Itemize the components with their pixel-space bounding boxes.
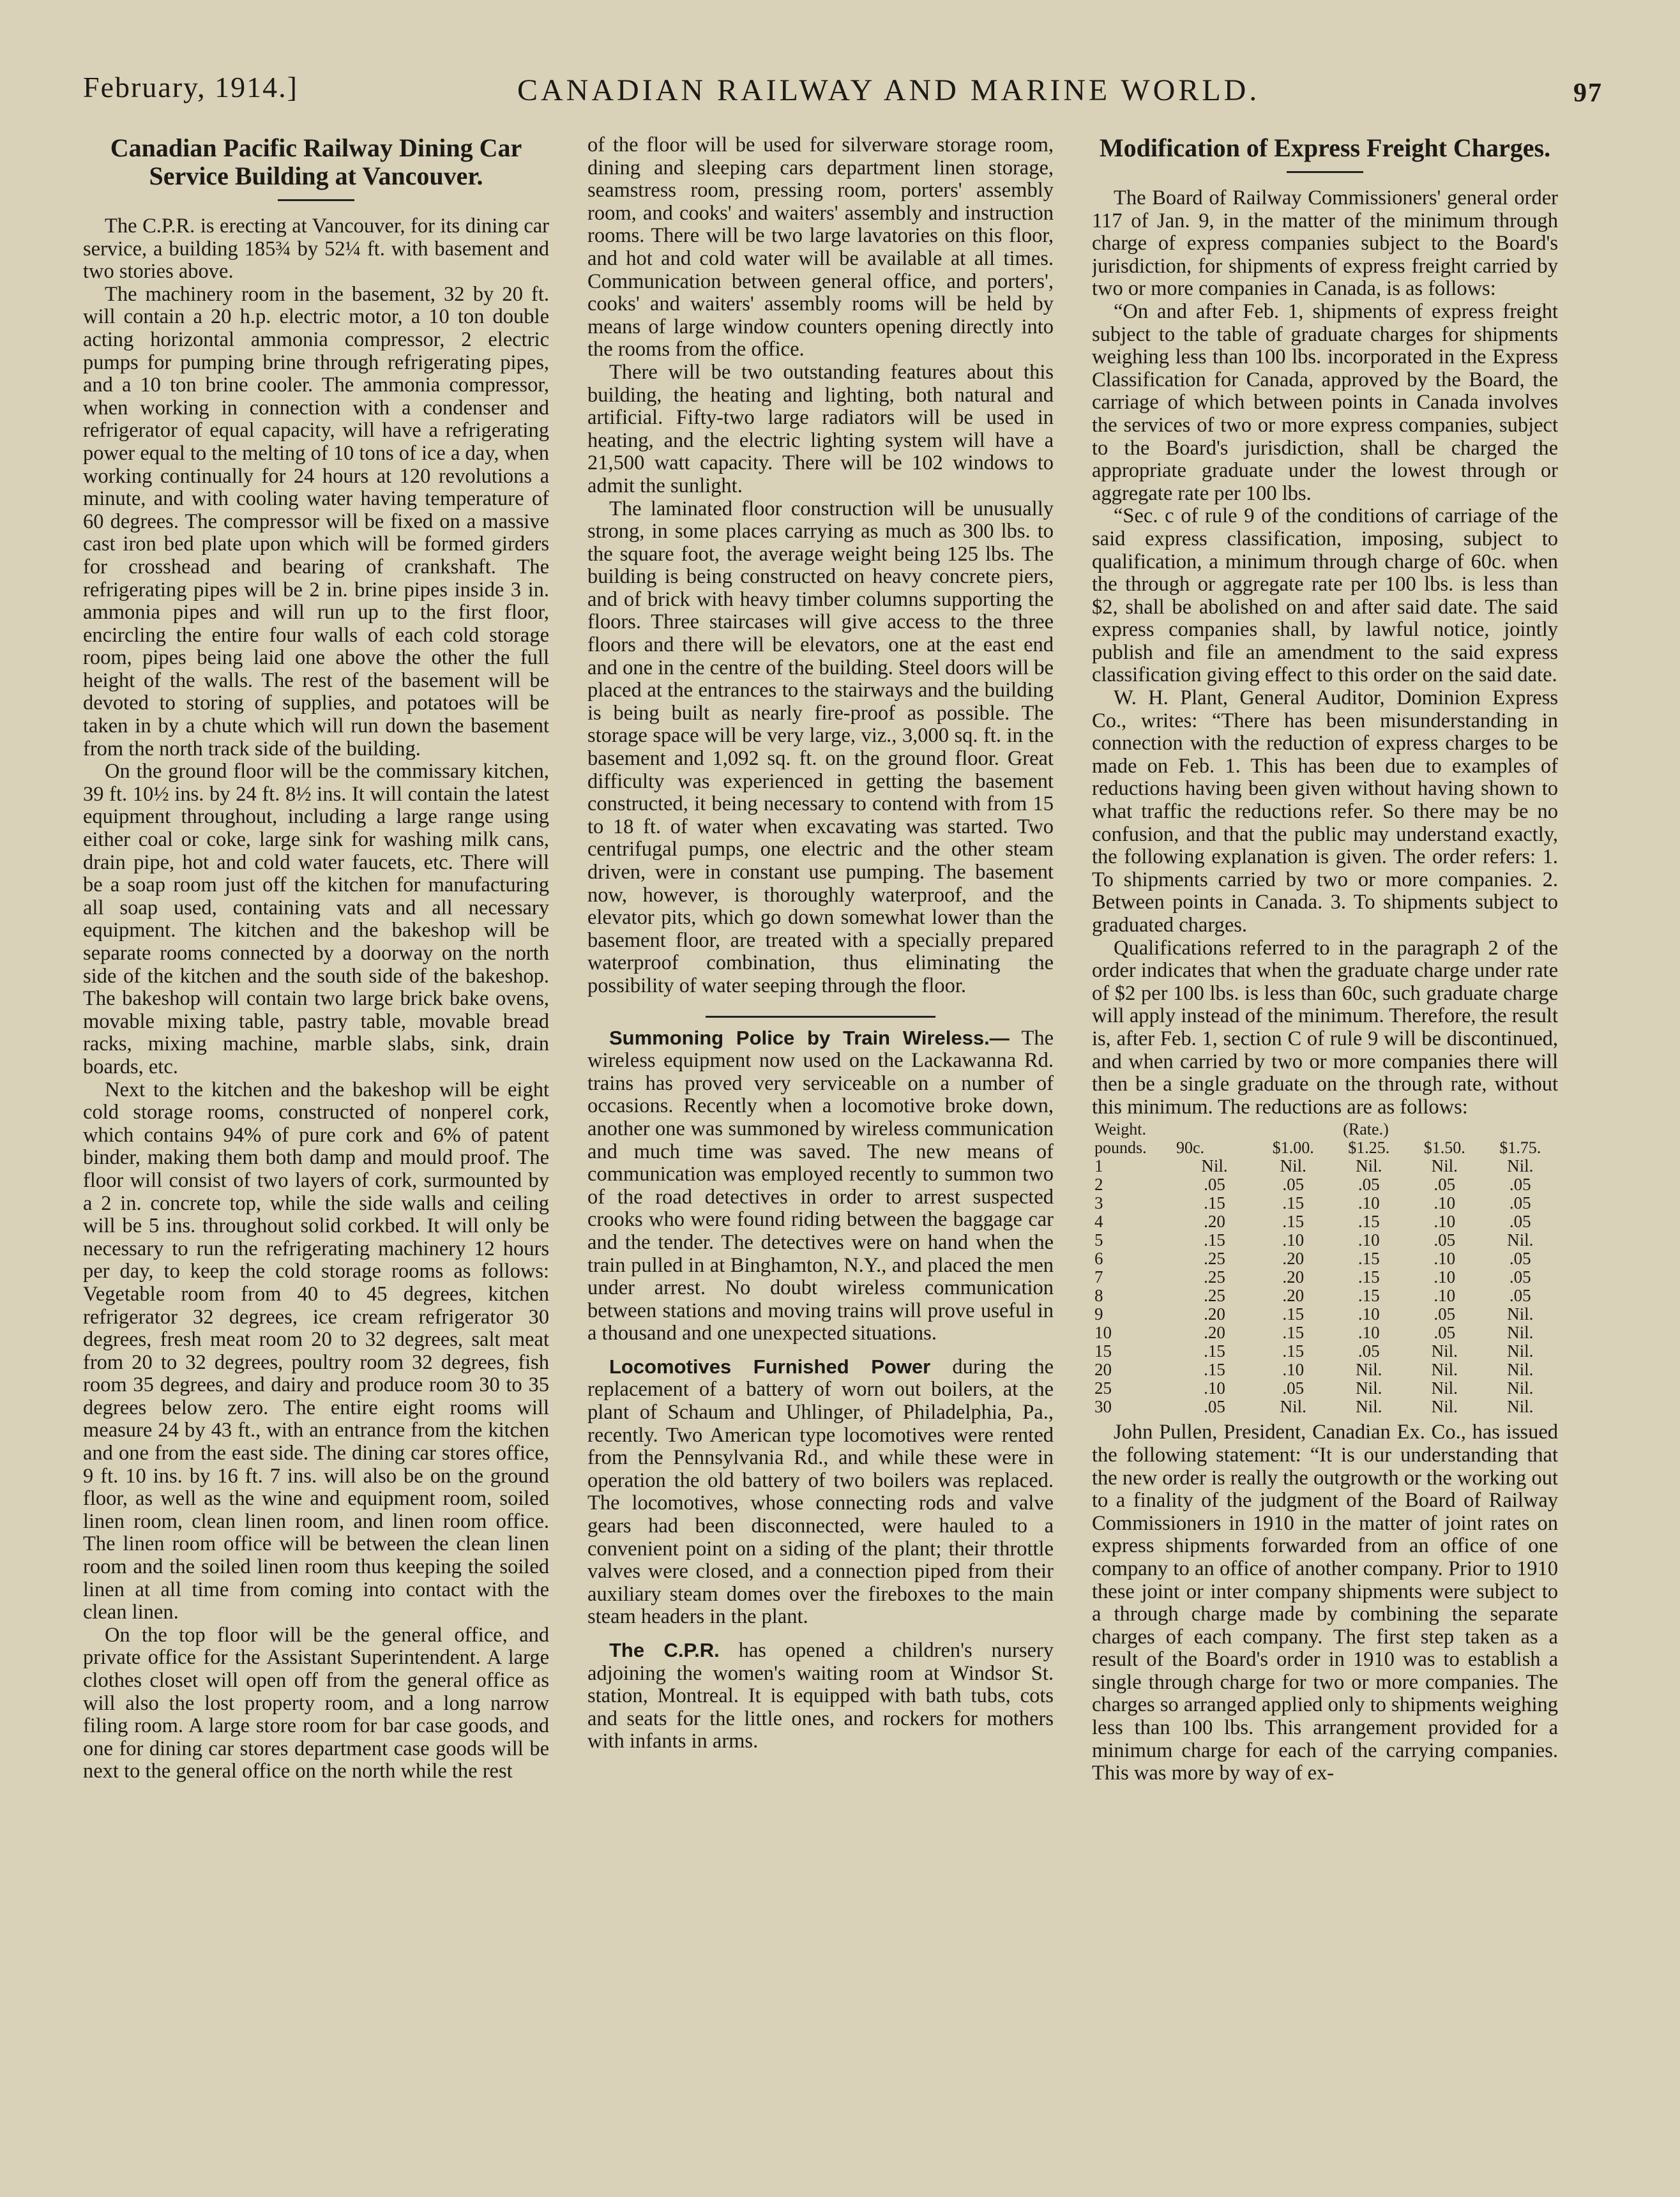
rate-cell: Nil. [1507,1397,1534,1417]
rate-cell: Nil. [1507,1341,1534,1361]
rate-cell: .15 [1358,1267,1380,1287]
weight-cell: 30 [1094,1397,1112,1417]
rate-cell: .10 [1434,1212,1456,1232]
rate-cell: .10 [1282,1230,1305,1250]
rate-cell: .15 [1204,1341,1225,1361]
rate-cell: Nil. [1431,1397,1458,1417]
rate-column-header: $1.75. [1499,1138,1541,1158]
paragraph: Next to the kitchen and the bakeshop will be eight cold storage rooms, constructed of nonperel cork, which contains 94% of pure cork and 6% of patent binder, making them both damp and mould proof. The floor will consist of two layers of cork, surmounted by a 2 in. concrete top, while the side walls and ceiling will be 5 ins. throughout solid corkbed. It will only be necessary to run the refrigerating machinery 12 hours per day, to keep the cold storage rooms as follows: Vegetable room from 40 to 45 degrees, kitchen refrigerator 32 degrees, ice cream refrigerator 30 degrees, fresh meat room 20 to 32 degrees, salt meat from 20 to 32 degrees, poultry room 32 degrees, fish room 35 degrees, and dairy and produce room 30 to 35 degrees below zero. The entire eight rooms will measure 24 by 43 ft., with an entrance from the kitchen and one from the east side. The dining car stores office, 9 ft. 10 ins. by 16 ft. 7 ins. will also be on the ground floor, as well as the wine and equipment room, soiled linen room, clean linen room, and linen room office. The linen room office will be between the clean linen room and the soiled linen room thus keeping the soiled linen at all time from coming into contact with the clean linen. [83,1078,549,1624]
issue-date: February, 1914.] [83,71,298,103]
paragraph: The machinery room in the basement, 32 by 20 ft. will contain a 20 h.p. electric motor, a 10 ton double acting horizontal ammonia compressor, 2 electric pumps for pumping brine through refrigerating pipes, and a 10 ton brine cooler. The ammonia compressor, when working in connection with a condenser and refrigerator of equal capacity, will have a refrigerating power equal to the melting of 10 tons of ice a day, when working continually for 24 hours at 120 revolutions a minute, and with cooling water having temperature of 60 degrees. The compressor will be fixed on a massive cast iron bed plate upon which will be formed girders for crosshead and bearing of crankshaft. The refrigerating pipes will be 2 in. brine pipes inside 3 in. ammonia pipes and will run up to the first floor, encircling the entire four walls of each cold storage room, pipes being laid one above the other the full height of the walls. The rest of the basement will be devoted to storing of supplies, and potatoes will be taken in by a chute which will run down the basement from the north track side of the building. [83,282,549,760]
rate-cell: .10 [1434,1267,1456,1287]
rate-cell: .15 [1282,1323,1305,1343]
spacer [587,1629,1054,1639]
rate-cell: .20 [1282,1249,1305,1269]
rate-cell: Nil. [1507,1378,1534,1398]
rate-cell: .15 [1358,1249,1380,1269]
table-row [1092,1287,1558,1305]
rate-cell: .20 [1282,1267,1305,1287]
rate-cell: Nil. [1356,1397,1382,1417]
rate-column-header: $1.25. [1348,1138,1390,1158]
rate-cell: .15 [1204,1360,1225,1380]
rate-cell: .05 [1509,1212,1531,1232]
rate-table [1092,1120,1558,1416]
rate-cell: Nil. [1507,1360,1534,1380]
rate-cell: Nil. [1431,1360,1458,1380]
rate-cell: .15 [1204,1230,1225,1250]
rate-cell: .20 [1204,1323,1225,1343]
paragraph: The Board of Railway Commissioners' general order 117 of Jan. 9, in the matter of the minimum through charge of express companies subject to the Board's jurisdiction, for shipments of express freight carried by two or more companies in Canada, is as follows: [1092,186,1558,301]
brief-text: The wireless equipment now used on the Lackawanna Rd. trains has proved very serviceable on a number of occasions. Recently when a locomotive broke down, another one was summoned by wireless communication and much time was saved. The new means of communication was employed recently to summon two of the road detectives in order to arrest suspected crooks who were found riding between the baggage car and the tender. The detectives were on hand when the train pulled in at Binghamton, N.Y., and placed the men under arrest. No doubt wireless communication between stations and moving trains will prove useful in a thousand and one unexpected situations. [587,1026,1054,1345]
column-3 [1092,134,1558,2152]
paragraph: There will be two outstanding features about this building, the heating and lighting, both natural and artificial. Fifty-two large radiators will be used in heating, and the electric lighting system will have a 21,500 watt capacity. There will be 102 windows to admit the sunlight. [587,360,1054,497]
rate-cell: .05 [1358,1175,1380,1195]
brief-heading: The C.P.R. [609,1639,720,1661]
newspaper-page [70,57,1616,2164]
table-row [1092,1305,1558,1324]
rate-cell: .10 [1358,1304,1380,1324]
rate-cell: .10 [1358,1230,1380,1250]
rate-cell: .05 [1282,1175,1305,1195]
rate-cell: Nil. [1507,1156,1534,1176]
rate-cell: .05 [1282,1378,1305,1398]
weight-cell: 10 [1094,1323,1112,1343]
brief-text: has opened a children's nursery adjoining the women's waiting room at Windsor St. station, Montreal. It is equipped with bath tubs, cots and seats for the little ones, and rockers for mothers with infants in arms. [587,1639,1054,1753]
section-rule [706,1016,935,1018]
column-1 [83,134,549,2152]
rate-cell: Nil. [1201,1156,1228,1176]
table-row [1092,1268,1558,1287]
brief-item [587,1027,1054,1345]
table-row [1092,1231,1558,1249]
paragraph: W. H. Plant, General Auditor, Dominion Express Co., writes: “There has been misunderstanding in connection with the reduction of express charges to be made on Feb. 1. This has been due to examples of reductions having been given without having shown to what traffic the reductions refer. So there may be no confusion, and that the public may understand exactly, the following explanation is given. The order refers: 1. To shipments carried by two or more companies. 2. Between points in Canada. 3. To shipments subject to graduated charges. [1092,686,1558,937]
rate-cell: .10 [1434,1249,1456,1269]
weight-cell: 4 [1094,1212,1103,1232]
rate-table-body [1092,1157,1558,1416]
paragraph: “Sec. c of rule 9 of the conditions of carriage of the said express classification, imposing, subject to qualification, a minimum through charge of 60c. when the through or aggregate rate per 100 lbs. is less than $2, shall be abolished on and after said date. The said express companies shall, by lawful notice, jointly publish and file an amendment to the said express classification giving effect to this order on the said date. [1092,504,1558,687]
table-row [1092,1379,1558,1398]
rate-cell: Nil. [1431,1341,1458,1361]
table-row [1092,1324,1558,1342]
rate-column-header: $1.50. [1423,1138,1465,1158]
weight-cell: 8 [1094,1286,1103,1306]
rate-cell: .15 [1282,1304,1305,1324]
rate-column-header: $1.00. [1272,1138,1314,1158]
weight-cell: 2 [1094,1175,1103,1195]
rate-cell: .10 [1434,1286,1456,1306]
rate-cell: .05 [1358,1341,1380,1361]
rate-cell: .20 [1204,1304,1225,1324]
rate-cell: .15 [1282,1341,1305,1361]
brief-item [587,1639,1054,1753]
paragraph: The laminated floor construction will be unusually strong, in some places carrying as much as 300 lbs. to the square foot, the average weight being 125 lbs. The building is being constructed on heavy concrete piers, and of brick with heavy timber columns supporting the floors. Three staircases will give access to the three floors and there will be elevators, one at the east end and one in the centre of the building. Steel doors will be placed at the entrances to the stairways and the building is being built as nearly fire-proof as possible. The storage space will be very large, viz., 3,000 sq. ft. in the basement and 1,092 sq. ft. on the ground floor. Great difficulty was experienced in getting the basement constructed, it being necessary to contend with from 15 to 18 ft. of water when excavating was started. Two centrifugal pumps, one electric and the other steam driven, were in constant use pumping. The basement now, however, is thoroughly waterproof, and the elevator pits, which go down somewhat lower than the basement floor, are treated with a specially prepared waterproof combination, thus eliminating the possibility of water seeping through the floor. [587,497,1054,997]
table-row [1092,1249,1558,1268]
weight-cell: 7 [1094,1267,1103,1287]
rate-cell: .05 [1509,1267,1531,1287]
weight-cell: 15 [1094,1341,1112,1361]
rate-cell: .05 [1509,1286,1531,1306]
rate-cell: .05 [1434,1175,1456,1195]
weight-cell: 6 [1094,1249,1103,1269]
rate-cell: .15 [1358,1286,1380,1306]
column-2 [587,134,1054,2152]
rate-cell: .10 [1282,1360,1305,1380]
rate-cell: .05 [1204,1175,1225,1195]
rate-cell: .20 [1282,1286,1305,1306]
rate-cell: Nil. [1280,1397,1306,1417]
weight-header: Weight. pounds. [1094,1120,1147,1158]
brief-heading: Summoning Police by Train Wireless.— [609,1026,1010,1049]
weight-cell: 5 [1094,1230,1103,1250]
paragraph: The C.P.R. is erecting at Vancouver, for its dining car service, a building 185¾ by 52¼ ft. with basement and two stories above. [83,215,549,283]
rate-cell: .25 [1204,1267,1225,1287]
weight-cell: 1 [1094,1156,1103,1176]
spacer [587,1345,1054,1355]
rate-cell: Nil. [1431,1378,1458,1398]
brief-heading: Locomotives Furnished Power [609,1355,931,1378]
journal-title: CANADIAN RAILWAY AND MARINE WORLD. [517,73,1260,107]
paragraph: On the top floor will be the general office, and private office for the Assistant Superintendent. A large clothes closet will open off from the general office as will also the lost property room, and a long narrow filing room. A large store room for bar case goods, and one for dining car stores department case goods will be next to the general office on the north while the rest [83,1623,549,1783]
rate-cell: .10 [1358,1323,1380,1343]
rate-cell: .25 [1204,1286,1225,1306]
rate-cell: .15 [1358,1212,1380,1232]
weight-cell: 3 [1094,1193,1103,1213]
table-row [1092,1175,1558,1194]
page-number: 97 [1573,79,1603,108]
rate-cell: .05 [1509,1193,1531,1213]
brief-item [587,1355,1054,1629]
rate-cell: Nil. [1507,1304,1534,1324]
brief-text: during the replacement of a battery of worn out boilers, at the plant of Schaum and Uhlinger, of Philadelphia, Pa., recently. Two American type locomotives were rented from the Pennsylvania Rd., and while these were in operation the old battery of two boilers was replaced. The locomotives, whose connecting rods and valve gears had been disconnected, were hauled to a convenient point on a siding of the plant; their throttle valves were closed, and a connection piped from their auxiliary steam domes over the fireboxes to the main steam headers in the plant. [587,1355,1054,1629]
rate-cell: .10 [1204,1378,1225,1398]
rate-caption: (Rate.) [1343,1120,1389,1139]
rate-cell: .05 [1434,1323,1456,1343]
table-row [1092,1361,1558,1379]
table-row [1092,1157,1558,1175]
rate-cell: .05 [1434,1304,1456,1324]
weight-cell: 9 [1094,1304,1103,1324]
weight-cell: 25 [1094,1378,1112,1398]
rate-cell: .10 [1434,1193,1456,1213]
rate-cell: .05 [1509,1175,1531,1195]
title-rule [278,199,354,201]
rate-cell: .15 [1282,1212,1305,1232]
rate-cell: Nil. [1431,1156,1458,1176]
rate-cell: .05 [1434,1230,1456,1250]
rate-table-caption-row [1092,1120,1558,1138]
rate-cell: Nil. [1280,1156,1306,1176]
table-row [1092,1194,1558,1212]
page-header [83,64,1616,121]
paragraph: Qualifications referred to in the paragraph 2 of the order indicates that when the graduate charge under rate of $2 per 100 lbs. is less than 60c, such graduate charge will apply instead of the minimum. Therefore, the result is, after Feb. 1, section C of rule 9 will be discontinued, and when carried by two or more companies there will then be a single graduate on the through rate, without this minimum. The reductions are as follows: [1092,936,1558,1119]
title-rule [1287,171,1363,173]
rate-cell: .20 [1204,1212,1225,1232]
rate-cell: Nil. [1507,1323,1534,1343]
paragraph-continued: of the floor will be used for silverware storage room, dining and sleeping cars department linen storage, seamstress room, pressing room, porters' assembly room, and cooks' and waiters' assembly and instruction rooms. There will be two large lavatories on this floor, and hot and cold water will be available at all times. Communication between general office, and porters', cooks' and waiters' assembly rooms will be held by means of large window counters opening directly into the rooms from the office. [587,134,1054,361]
paragraph: “On and after Feb. 1, shipments of express freight subject to the table of graduate charges for shipments weighing less than 100 lbs. incorporated in the Express Classification for Canada, approved by the Board, the carriage of which between points in Canada involves the services of two or more express companies, subject to the Board's jurisdiction, shall be charged the appropriate graduate under the lowest through or aggregate rate per 100 lbs. [1092,299,1558,505]
rate-cell: Nil. [1356,1360,1382,1380]
article-title-express-charges: Modification of Express Freight Charges. [1099,134,1551,162]
rate-cell: .05 [1509,1249,1531,1269]
rate-cell: .05 [1204,1397,1225,1417]
table-row [1092,1398,1558,1416]
rate-column-header: 90c. [1176,1138,1205,1158]
rate-cell: .25 [1204,1249,1225,1269]
rate-cell: Nil. [1507,1230,1534,1250]
rate-cell: Nil. [1356,1156,1382,1176]
rate-cell: .10 [1358,1193,1380,1213]
table-row [1092,1342,1558,1361]
paragraph: On the ground floor will be the commissary kitchen, 39 ft. 10½ ins. by 24 ft. 8½ ins. It will contain the latest equipment throughout, including a large range using either coal or coke, large sink for washing milk cans, drain pipe, hot and cold water faucets, etc. There will be a soap room just off the kitchen for manufacturing all soap used, containing vats and all necessary equipment. The kitchen and the bakeshop will be separate rooms connected by a doorway on the north side of the kitchen and the south side of the bakeshop. The bakeshop will contain two large brick bake ovens, movable mixing table, pastry table, movable bread racks, mixing machine, marble slabs, sink, drain boards, etc. [83,760,549,1078]
rate-cell: .15 [1204,1193,1225,1213]
table-row [1092,1212,1558,1231]
paragraph: John Pullen, President, Canadian Ex. Co., has issued the following statement: “It is our understanding that the new order is really the outgrowth or the working out to a finality of the judgment of the Board of Railway Commissioners in 1910 in the matter of joint rates on express shipments forwarded from an office of one company to an office of another company. Prior to 1910 these joint or inter company shipments were subject to a through charge made by combining the separate charges of each company. The first step taken as a result of the Board's order in 1910 was to establish a single through charge for two or more companies. The charges so arranged applied only to shipments weighing less than 100 lbs. This arrangement provided for a minimum charge for each of the carrying companies. This was more by way of ex- [1092,1421,1558,1785]
rate-cell: .15 [1282,1193,1305,1213]
article-title-dining-car-building: Canadian Pacific Railway Dining Car Service Building at Vancouver. [110,134,522,190]
weight-cell: 20 [1094,1360,1112,1380]
rate-cell: Nil. [1356,1378,1382,1398]
